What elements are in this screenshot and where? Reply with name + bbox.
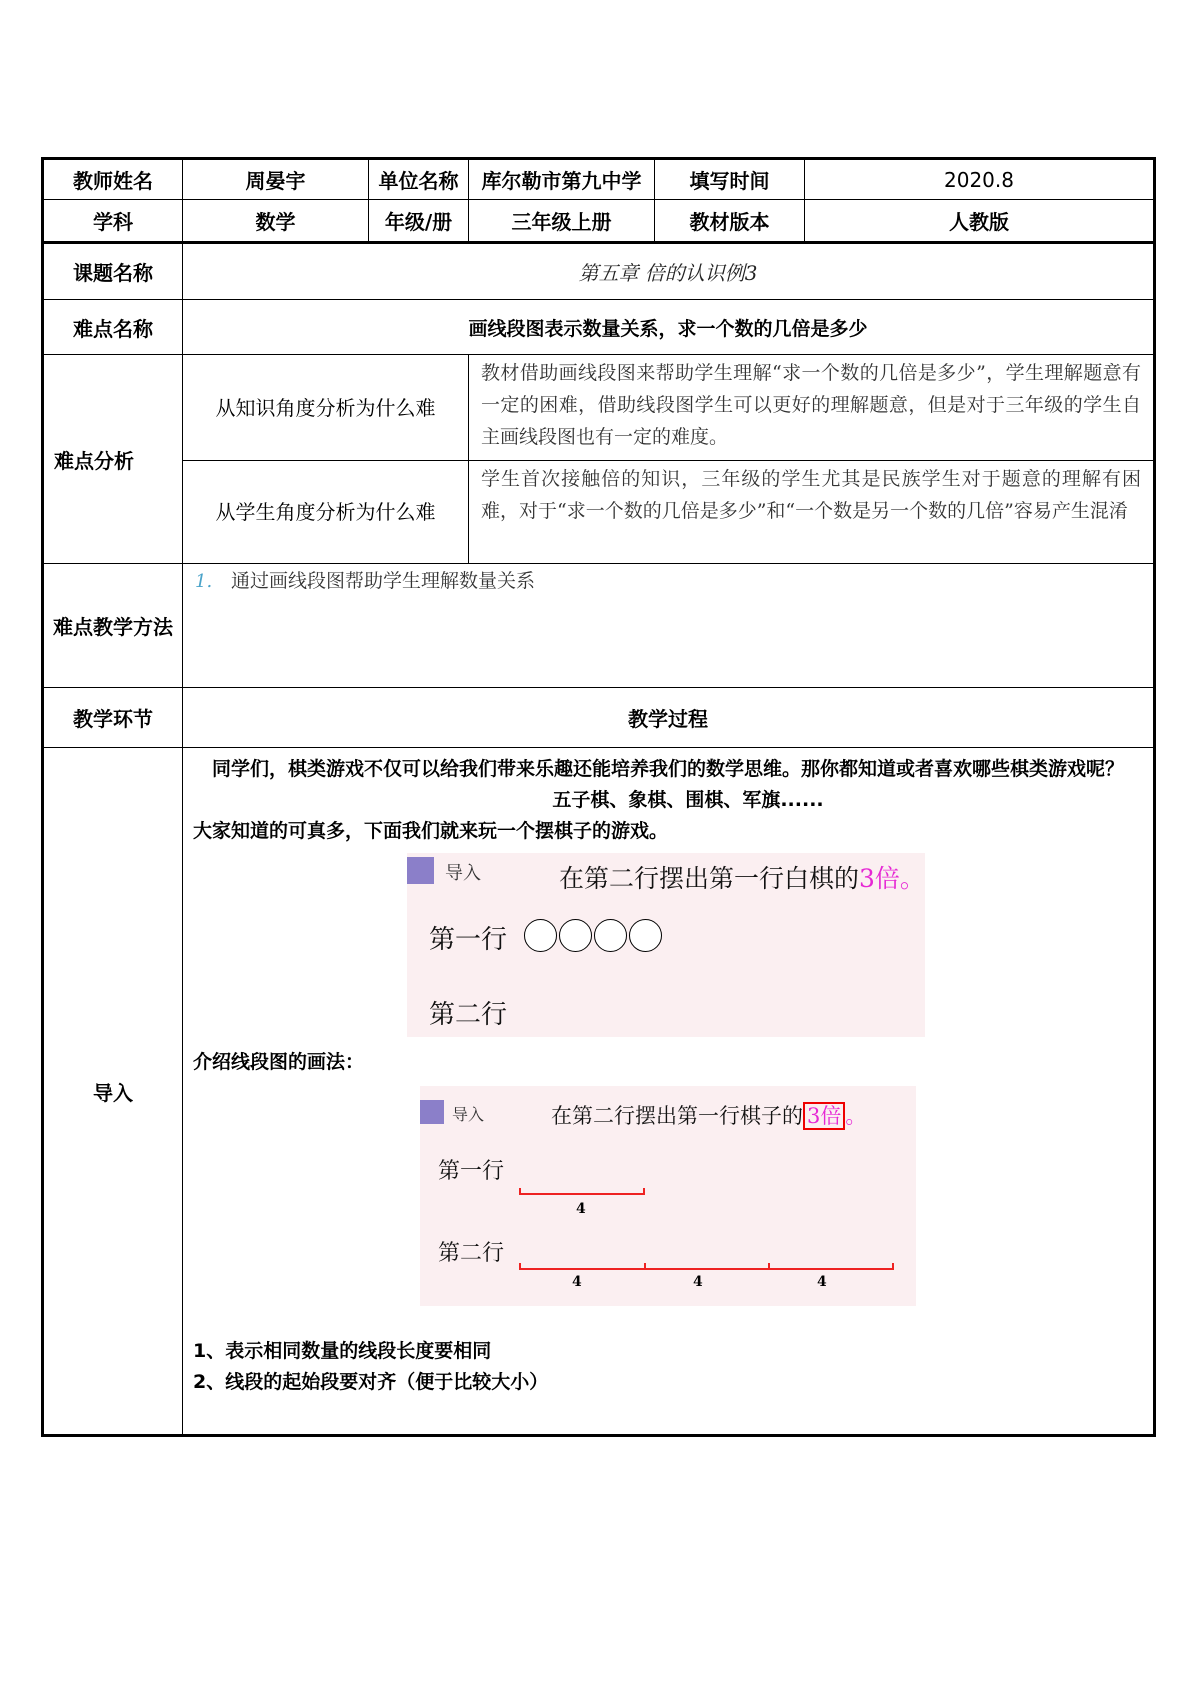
edition-label: 教材版本 xyxy=(655,200,805,243)
slide-row1-label: 第一行 xyxy=(429,925,508,955)
slide-tag: 导入 xyxy=(445,863,481,884)
unit-label: 单位名称 xyxy=(369,159,469,200)
method-content xyxy=(183,564,1155,688)
teacher-label: 教师姓名 xyxy=(43,159,183,200)
slide-chess-rows xyxy=(407,853,925,1037)
row2-value-label: 4 xyxy=(693,1274,703,1290)
date-value: 2020.8 xyxy=(805,159,1155,200)
edition-value: 人教版 xyxy=(805,200,1155,243)
intro-note-2: 2、线段的起始段要对齐（便于比较大小） xyxy=(193,1371,549,1393)
row2-value-label: 4 xyxy=(572,1274,582,1290)
method-item-text: 通过画线段图帮助学生理解数量关系 xyxy=(231,570,536,592)
slide2-tag: 导入 xyxy=(452,1105,485,1124)
grade-label: 年级/册 xyxy=(369,200,469,243)
row2-tick xyxy=(892,1263,894,1270)
slide2-title xyxy=(551,1100,866,1130)
row1-value-label: 4 xyxy=(576,1201,586,1217)
slide-title-highlight: 3倍。 xyxy=(859,864,925,893)
slide2-title-highlight: 3倍 xyxy=(803,1102,845,1130)
lesson-plan-table xyxy=(41,157,1156,1437)
intro-note-1: 1、表示相同数量的线段长度要相同 xyxy=(193,1340,492,1362)
method-label: 难点教学方法 xyxy=(43,564,183,688)
unit-value: 库尔勒市第九中学 xyxy=(469,159,655,200)
row2-tick xyxy=(519,1263,521,1270)
slide-line-segments xyxy=(420,1086,916,1306)
method-item-number: 1. xyxy=(195,571,213,592)
slide2-title-text: 在第二行摆出第一行棋子的 xyxy=(551,1104,803,1128)
difficulty-label: 难点名称 xyxy=(43,300,183,355)
knowledge-text: 教材借助画线段图来帮助学生理解“求一个数的几倍是多少”，学生理解题意有一定的困难，借助线段图学生可以更好的理解题意，但是对于三年级的学生自主画线段图也有一定的难度。 xyxy=(469,355,1155,461)
slide-row2-label: 第二行 xyxy=(429,1000,508,1030)
process-label: 教学环节 xyxy=(43,688,183,748)
grade-value: 三年级上册 xyxy=(469,200,655,243)
slide2-row1-label: 第一行 xyxy=(438,1159,505,1184)
white-chess-piece-icon xyxy=(594,919,627,952)
slide2-row2-label: 第二行 xyxy=(438,1241,505,1266)
slide-title-text: 在第二行摆出第一行白棋的 xyxy=(559,864,860,893)
slide-tag-square-icon xyxy=(407,857,434,884)
difficulty-value: 画线段图表示数量关系，求一个数的几倍是多少 xyxy=(183,300,1155,355)
topic-label: 课题名称 xyxy=(43,243,183,300)
intro-paragraph-2: 五子棋、象棋、围棋、军旗...... xyxy=(552,789,824,811)
white-chess-piece-icon xyxy=(559,919,592,952)
white-chess-piece-icon xyxy=(629,919,662,952)
topic-value: 第五章 倍的认识例3 xyxy=(183,243,1155,300)
row2-tick xyxy=(644,1263,646,1270)
subject-label: 学科 xyxy=(43,200,183,243)
teacher-value: 周晏宇 xyxy=(183,159,369,200)
row1-segment xyxy=(519,1193,645,1195)
row2-value-label: 4 xyxy=(817,1274,827,1290)
row2-tick xyxy=(768,1263,770,1270)
process-value: 教学过程 xyxy=(183,688,1155,748)
slide2-title-period: 。 xyxy=(845,1104,867,1128)
student-text: 学生首次接触倍的知识，三年级的学生尤其是民族学生对于题意的理解有困难，对于“求一个数的几倍是多少”和“一个数是另一个数的几倍”容易产生混淆 xyxy=(469,461,1155,564)
intro-paragraph-1: 同学们，棋类游戏不仅可以给我们带来乐趣还能培养我们的数学思维。那你都知道或者喜欢哪些棋类游戏呢？ xyxy=(211,758,1124,780)
intro-label: 导入 xyxy=(43,748,183,1436)
student-label: 从学生角度分析为什么难 xyxy=(183,461,469,564)
slide2-tag-square-icon xyxy=(420,1100,444,1124)
subject-value: 数学 xyxy=(183,200,369,243)
intro-paragraph-4: 介绍线段图的画法： xyxy=(193,1051,365,1073)
intro-paragraph-3: 大家知道的可真多，下面我们就来玩一个摆棋子的游戏。 xyxy=(193,820,669,842)
analysis-label: 难点分析 xyxy=(43,355,183,564)
date-label: 填写时间 xyxy=(655,159,805,200)
intro-content xyxy=(183,748,1155,1436)
knowledge-label: 从知识角度分析为什么难 xyxy=(183,355,469,461)
row2-segment xyxy=(519,1268,894,1270)
row1-tick-start xyxy=(519,1188,521,1195)
row1-tick-end xyxy=(643,1188,645,1195)
slide-title xyxy=(559,859,925,895)
white-chess-piece-icon xyxy=(524,919,557,952)
